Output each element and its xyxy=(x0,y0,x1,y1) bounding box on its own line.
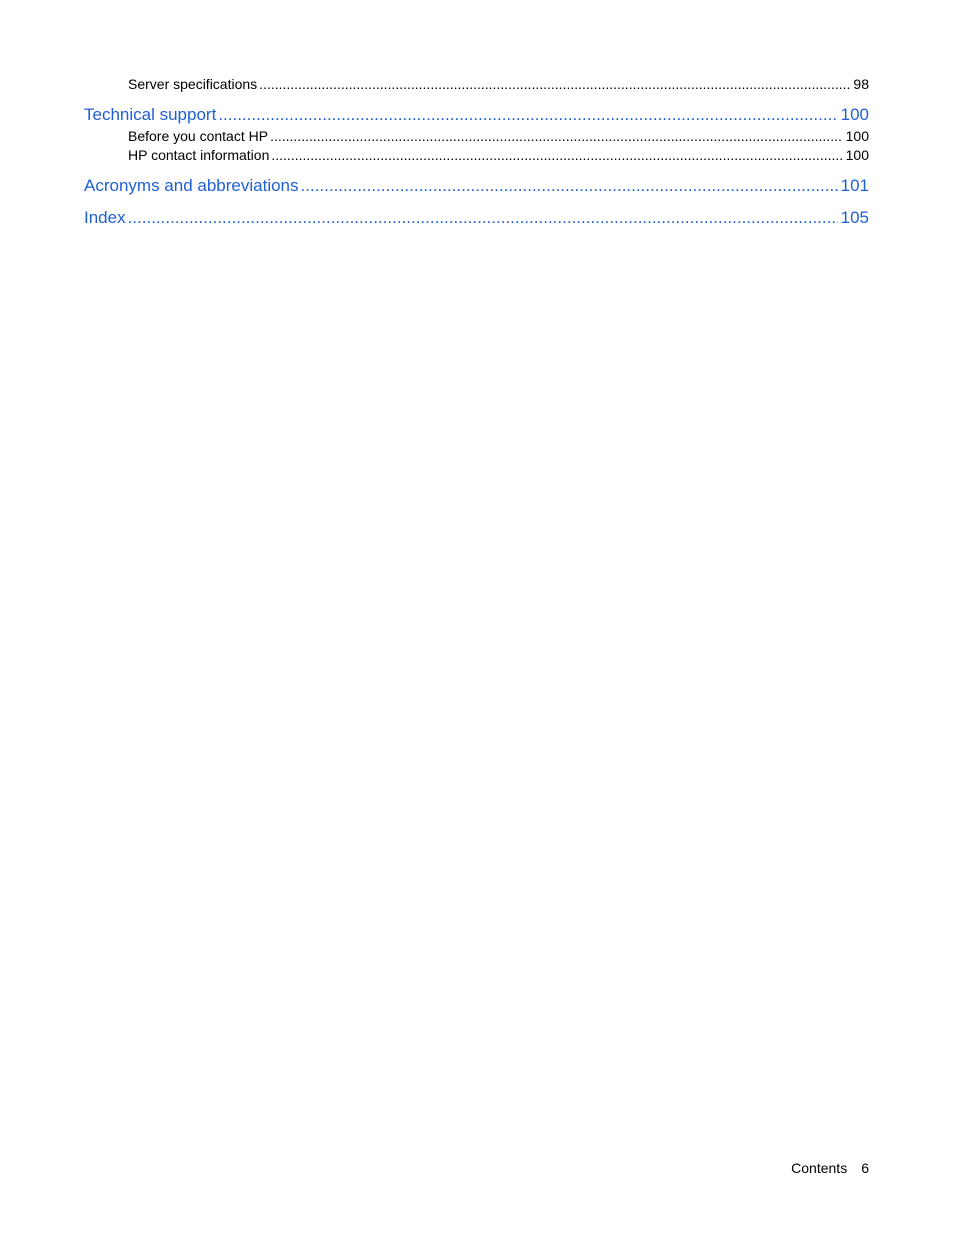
toc-dot-leader xyxy=(128,207,838,229)
footer-section-title: Contents xyxy=(791,1160,848,1176)
toc-dot-leader xyxy=(259,75,850,93)
toc-entry-index[interactable] xyxy=(84,207,869,229)
toc-entry-label: Before you contact HP xyxy=(128,128,269,144)
toc-dot-leader xyxy=(301,175,838,197)
toc-dot-leader xyxy=(271,146,842,164)
toc-entry-label: Technical support xyxy=(84,105,217,124)
toc-entry-hp-contact-information[interactable] xyxy=(128,146,869,164)
footer-page-number: 6 xyxy=(861,1160,869,1176)
toc-entry-label: Index xyxy=(84,208,126,227)
toc-entry-technical-support[interactable] xyxy=(84,104,869,126)
toc-dot-leader xyxy=(218,104,837,126)
toc-entry-before-you-contact-hp[interactable] xyxy=(128,127,869,145)
toc-entry-label: Server specifications xyxy=(128,76,258,92)
toc-entry-server-specifications[interactable] xyxy=(128,75,869,93)
toc-entry-page: 100 xyxy=(840,105,869,124)
toc-entry-page: 100 xyxy=(845,128,869,144)
toc-entry-page: 105 xyxy=(840,208,869,227)
toc-entry-page: 100 xyxy=(845,147,869,163)
toc-entry-page: 98 xyxy=(853,76,869,92)
toc-entry-acronyms-and-abbreviations[interactable] xyxy=(84,175,869,197)
toc-dot-leader xyxy=(270,127,843,145)
toc-entry-label: HP contact information xyxy=(128,147,270,163)
page-footer xyxy=(791,1159,869,1177)
toc-entry-label: Acronyms and abbreviations xyxy=(84,176,299,195)
toc-entry-page: 101 xyxy=(840,176,869,195)
